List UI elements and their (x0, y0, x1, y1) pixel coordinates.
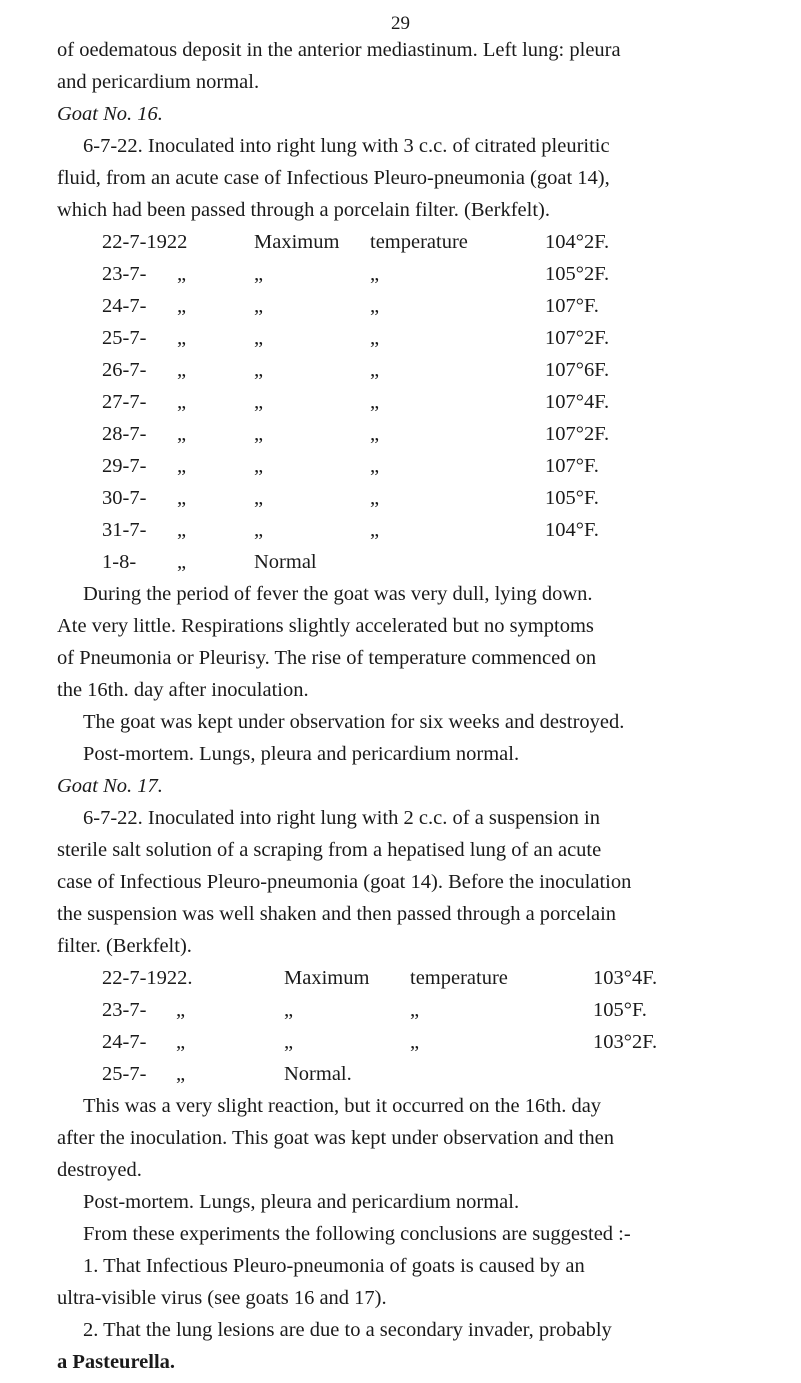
temperature-row (57, 482, 769, 514)
temp-date: 22-7-1922 (102, 231, 188, 253)
page-number: 29 (391, 13, 410, 34)
text-line: of Pneumonia or Pleurisy. The rise of temperature commenced on (57, 647, 597, 669)
ditto-mark: „ (176, 1063, 186, 1085)
temperature-row (57, 962, 769, 994)
text-line: The goat was kept under observation for six weeks and destroyed. (83, 711, 625, 733)
ditto-mark: „ (177, 391, 187, 413)
temp-date: 29-7- (102, 455, 147, 477)
goat-17-heading: Goat No. 17. (57, 775, 163, 797)
temperature-row (57, 258, 769, 290)
temp-label-2: „ (370, 359, 380, 381)
ditto-mark: „ (177, 487, 187, 509)
ditto-mark: „ (177, 455, 187, 477)
goat-17-section (57, 770, 769, 962)
text-line: 6-7-22. Inoculated into right lung with 2 c.c. of a suspension in (83, 807, 600, 829)
temperature-row (57, 546, 769, 578)
temperature-row (57, 322, 769, 354)
temp-label-2: temperature (410, 967, 508, 989)
temp-label-2: „ (370, 455, 380, 477)
temp-label-2: „ (410, 999, 420, 1021)
temperature-row (57, 418, 769, 450)
temp-label: „ (254, 327, 264, 349)
temperature-row (57, 514, 769, 546)
ditto-mark: „ (176, 999, 186, 1021)
ditto-mark: „ (177, 327, 187, 349)
temp-label-2: „ (370, 295, 380, 317)
text-line: and pericardium normal. (57, 71, 260, 93)
temp-label: „ (284, 999, 294, 1021)
temp-value: 104°F. (545, 519, 599, 541)
temp-label: Normal (254, 551, 317, 573)
temperature-row (57, 226, 769, 258)
goat-16-section (57, 98, 769, 226)
temp-label: Maximum (284, 967, 370, 989)
temp-label-2: „ (370, 263, 380, 285)
goat-16-temperature-table (57, 226, 769, 578)
text-line: Post-mortem. Lungs, pleura and pericardium normal. (83, 743, 520, 765)
text-line: During the period of fever the goat was very dull, lying down. (83, 583, 593, 605)
temp-date: 1-8- (102, 551, 137, 573)
temp-value: 105°2F. (545, 263, 610, 285)
text-line: after the inoculation. This goat was kept under observation and then (57, 1127, 614, 1149)
conclusion-2-cont: a Pasteurella. (57, 1351, 176, 1373)
temp-value: 107°2F. (545, 327, 610, 349)
temp-date: 23-7- (102, 999, 147, 1021)
text-line: fluid, from an acute case of Infectious Pleuro-pneumonia (goat 14), (57, 167, 610, 189)
ditto-mark: „ (177, 551, 187, 573)
conclusion-2: 2. That the lung lesions are due to a secondary invader, probably (83, 1319, 612, 1341)
conclusion-1: 1. That Infectious Pleuro-pneumonia of goats is caused by an (83, 1255, 585, 1277)
intro-paragraph (57, 34, 769, 98)
temp-label-2: „ (370, 487, 380, 509)
text-line: 6-7-22. Inoculated into right lung with 3 c.c. of citrated pleuritic (83, 135, 610, 157)
temp-value: 104°2F. (545, 231, 610, 253)
text-line: sterile salt solution of a scraping from a hepatised lung of an acute (57, 839, 602, 861)
ditto-mark: „ (177, 519, 187, 541)
temp-label: Normal. (284, 1063, 352, 1085)
temp-date: 25-7- (102, 1063, 147, 1085)
temp-date: 23-7- (102, 263, 147, 285)
ditto-mark: „ (176, 1031, 186, 1053)
ditto-mark: „ (177, 423, 187, 445)
conclusions-intro: From these experiments the following conclusions are suggested :- (83, 1223, 631, 1245)
text-line: This was a very slight reaction, but it occurred on the 16th. day (83, 1095, 602, 1117)
text-line: filter. (Berkfelt). (57, 935, 192, 957)
temp-value: 105°F. (545, 487, 599, 509)
temp-value: 105°F. (593, 999, 647, 1021)
temp-date: 25-7- (102, 327, 147, 349)
temp-label-2: „ (370, 391, 380, 413)
temp-label-2: „ (370, 519, 380, 541)
temperature-row (57, 994, 769, 1026)
temp-label: „ (254, 391, 264, 413)
text-line: destroyed. (57, 1159, 142, 1181)
temp-label: „ (254, 263, 264, 285)
text-line: Post-mortem. Lungs, pleura and pericardium normal. (83, 1191, 520, 1213)
temp-value: 107°F. (545, 295, 599, 317)
temp-label-2: temperature (370, 231, 468, 253)
temp-value: 103°4F. (593, 967, 658, 989)
temp-label-2: „ (410, 1031, 420, 1053)
ditto-mark: „ (177, 359, 187, 381)
temperature-row (57, 386, 769, 418)
text-line: which had been passed through a porcelain filter. (Berkfelt). (57, 199, 550, 221)
text-line: case of Infectious Pleuro-pneumonia (goat 14). Before the inoculation (57, 871, 632, 893)
temp-value: 103°2F. (593, 1031, 658, 1053)
temp-label: „ (284, 1031, 294, 1053)
temp-date: 26-7- (102, 359, 147, 381)
temp-label-2: „ (370, 423, 380, 445)
temp-date: 31-7- (102, 519, 147, 541)
goat-17-temperature-table (57, 962, 769, 1090)
conclusion-1-cont: ultra-visible virus (see goats 16 and 17). (57, 1287, 387, 1309)
temp-label: „ (254, 295, 264, 317)
temperature-row (57, 1026, 769, 1058)
temp-label: „ (254, 359, 264, 381)
temp-date: 24-7- (102, 1031, 147, 1053)
text-line: the 16th. day after inoculation. (57, 679, 309, 701)
temp-value: 107°4F. (545, 391, 610, 413)
temp-value: 107°6F. (545, 359, 610, 381)
temp-date: 27-7- (102, 391, 147, 413)
temp-label: „ (254, 519, 264, 541)
goat-16-narrative (57, 578, 769, 770)
temperature-row (57, 1058, 769, 1090)
goat-17-narrative (57, 1090, 769, 1378)
temp-label-2: „ (370, 327, 380, 349)
temp-label: „ (254, 487, 264, 509)
temp-label: „ (254, 423, 264, 445)
temp-date: 28-7- (102, 423, 147, 445)
temp-label: Maximum (254, 231, 340, 253)
temperature-row (57, 290, 769, 322)
temp-label: „ (254, 455, 264, 477)
temperature-row (57, 354, 769, 386)
temperature-row (57, 450, 769, 482)
temp-date: 24-7- (102, 295, 147, 317)
temp-value: 107°F. (545, 455, 599, 477)
temp-value: 107°2F. (545, 423, 610, 445)
text-line: the suspension was well shaken and then passed through a porcelain (57, 903, 617, 925)
text-line: of oedematous deposit in the anterior mediastinum. Left lung: pleura (57, 39, 621, 61)
temp-date: 30-7- (102, 487, 147, 509)
text-line: Ate very little. Respirations slightly accelerated but no symptoms (57, 615, 594, 637)
temp-date: 22-7-1922. (102, 967, 193, 989)
ditto-mark: „ (177, 295, 187, 317)
goat-16-heading: Goat No. 16. (57, 103, 163, 125)
ditto-mark: „ (177, 263, 187, 285)
